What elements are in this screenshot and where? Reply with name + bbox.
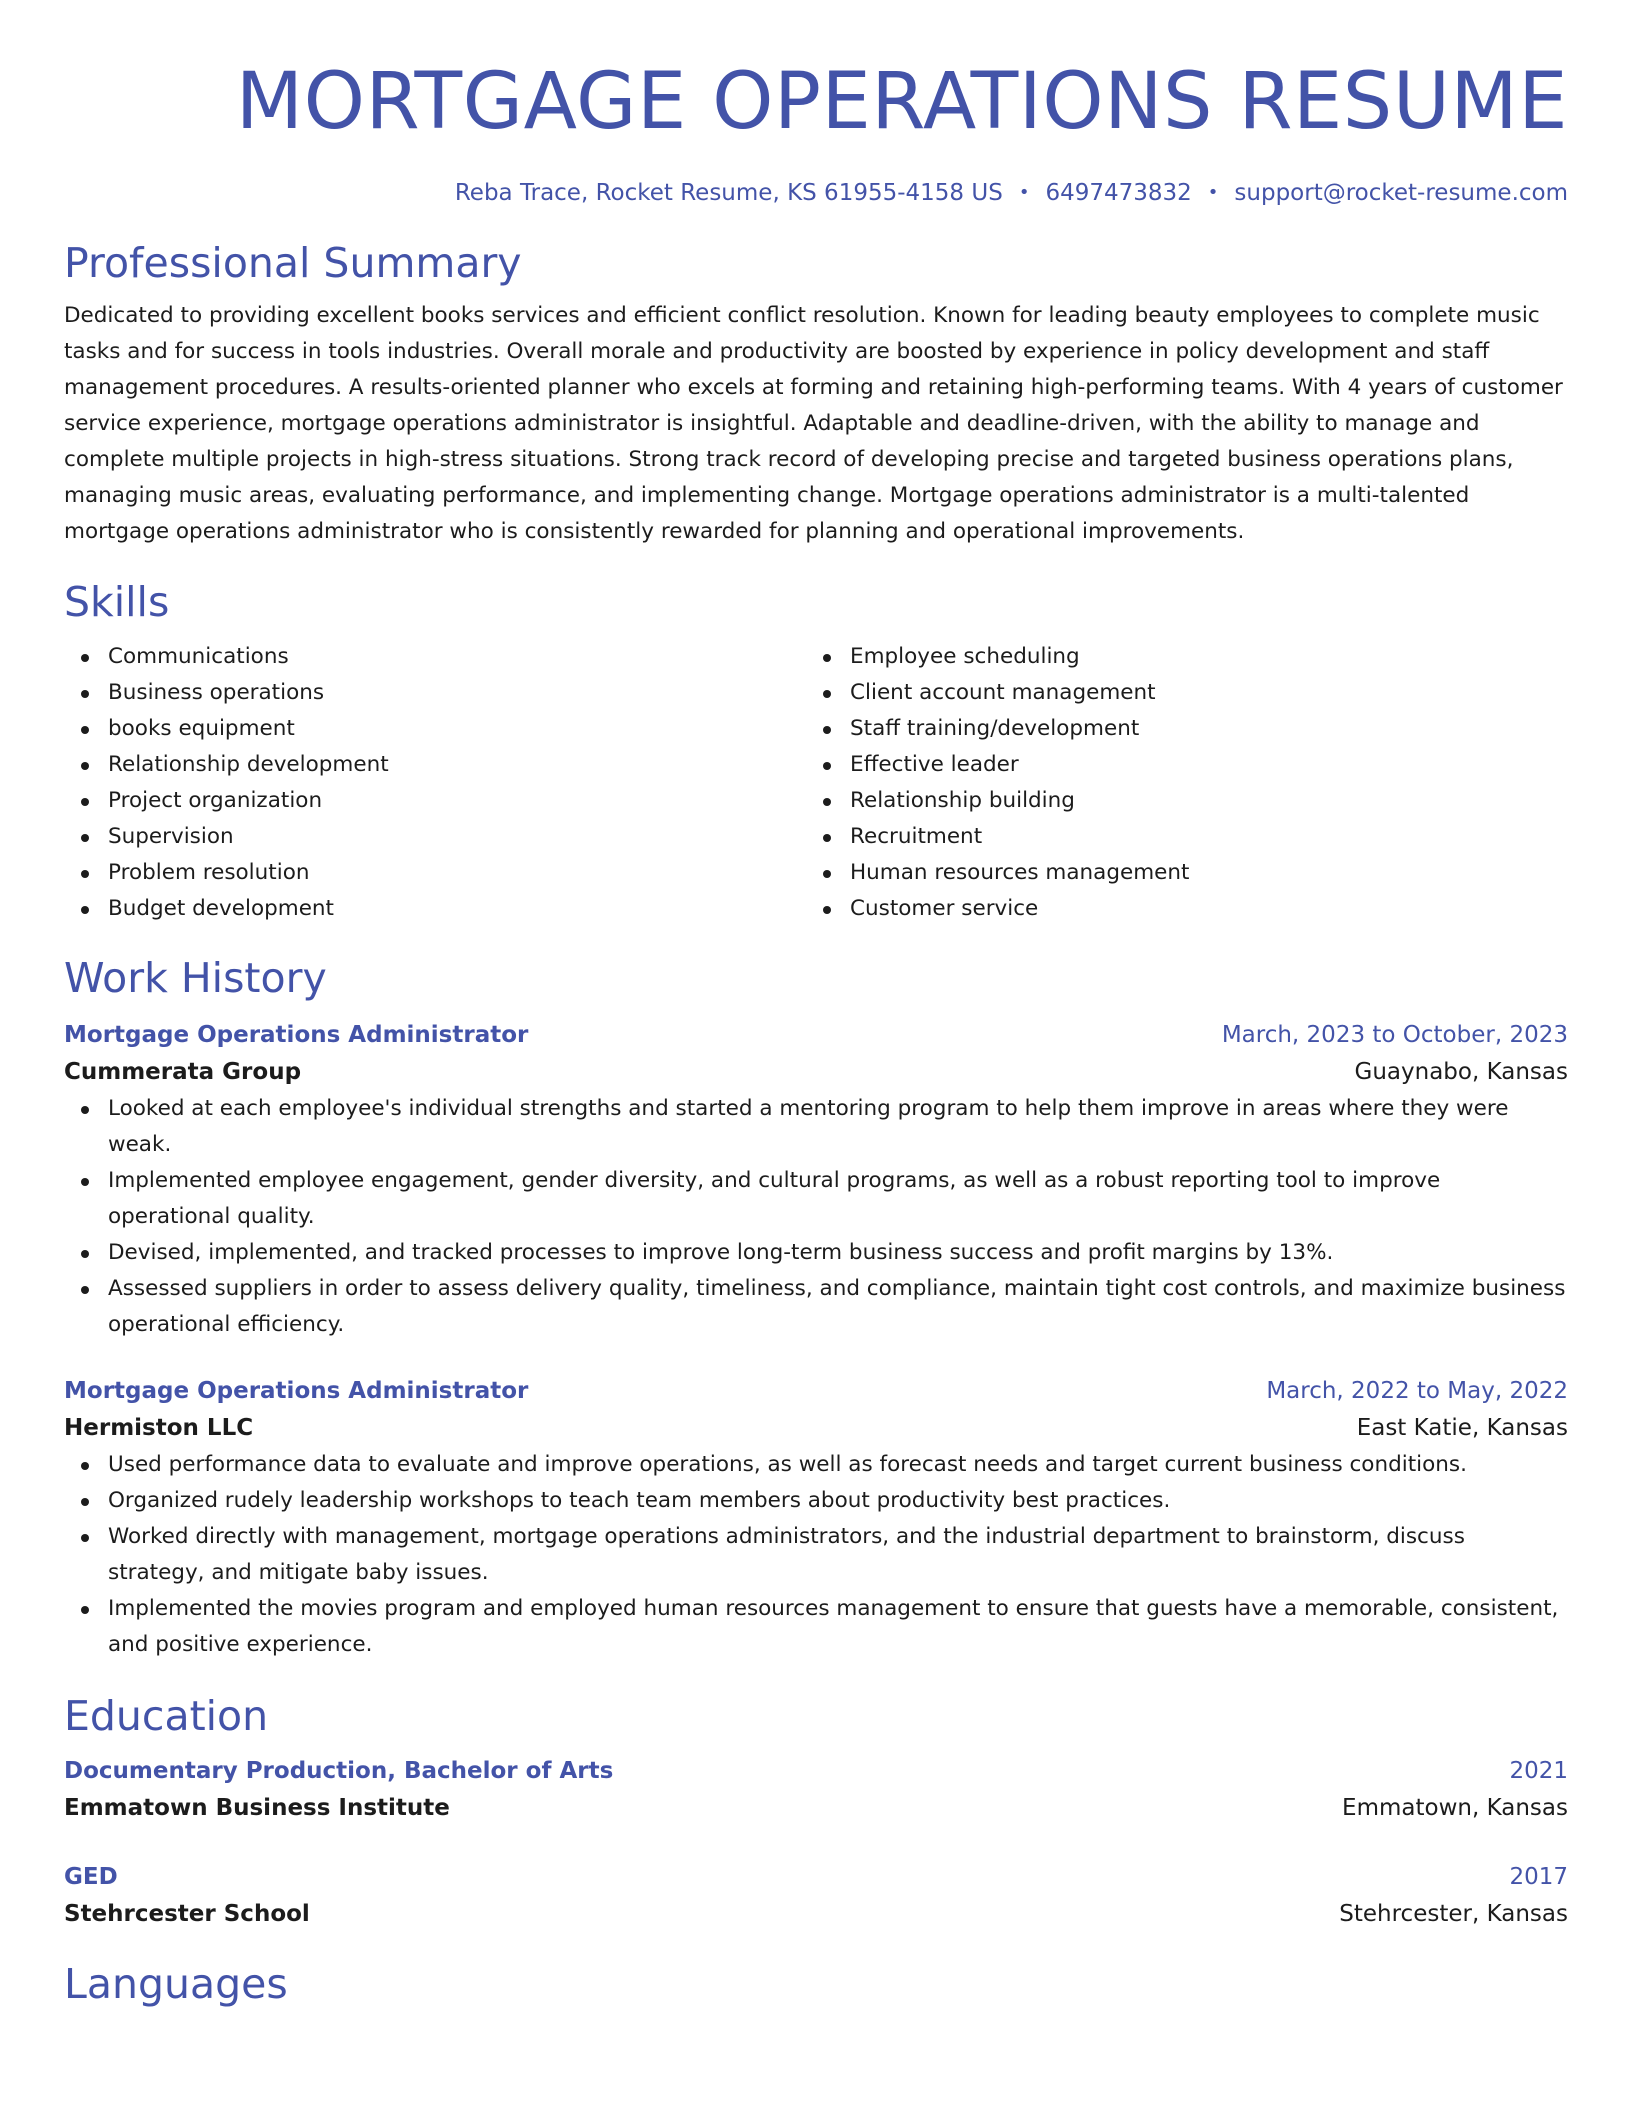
job-bullet: Implemented employee engagement, gender diversity, and cultural programs, as well as a robust reporting tool to improve operational quality.	[64, 1163, 1568, 1235]
education-location: Emmatown, Kansas	[1342, 1795, 1568, 1821]
education-school: Emmatown Business Institute	[64, 1795, 450, 1821]
education-degree-row	[64, 1859, 1568, 1895]
education-entry	[64, 1859, 1568, 1933]
job-bullet: Organized rudely leadership workshops to teach team members about productivity best practices.	[64, 1483, 1568, 1519]
skill-item: Client account management	[806, 675, 1548, 711]
skill-item: Effective leader	[806, 747, 1548, 783]
contact-separator: •	[1207, 182, 1219, 203]
skill-item: Customer service	[806, 891, 1548, 927]
job-dates: March, 2022 to May, 2022	[1266, 1378, 1568, 1404]
job-bullet: Assessed suppliers in order to assess delivery quality, timeliness, and compliance, maintain tight cost controls, and maximize business operational efficiency.	[64, 1271, 1568, 1343]
skill-item: books equipment	[64, 711, 806, 747]
summary-section	[64, 238, 1568, 550]
work-history-heading: Work History	[64, 954, 327, 1002]
education-degree: GED	[64, 1864, 118, 1890]
job-location: Guaynabo, Kansas	[1354, 1059, 1568, 1085]
job-company-row	[64, 1053, 1568, 1091]
skill-item: Communications	[64, 639, 806, 675]
job-entry	[64, 1373, 1568, 1663]
job-title-row	[64, 1373, 1568, 1409]
education-school-row	[64, 1789, 1568, 1827]
education-section	[64, 1691, 1568, 1933]
languages-section	[64, 1959, 1568, 2009]
education-school: Stehrcester School	[64, 1901, 310, 1927]
skill-item: Budget development	[64, 891, 806, 927]
education-year: 2021	[1509, 1758, 1568, 1784]
skills-left-column	[64, 639, 806, 927]
education-degree-row	[64, 1753, 1568, 1789]
work-history-section	[64, 953, 1568, 1663]
job-company: Hermiston LLC	[64, 1415, 254, 1441]
job-bullet: Looked at each employee's individual strengths and started a mentoring program to help them improve in areas where they were weak.	[64, 1091, 1568, 1163]
education-location: Stehrcester, Kansas	[1339, 1901, 1568, 1927]
resume-title: MORTGAGE OPERATIONS RESUME	[235, 57, 1568, 147]
education-degree: Documentary Production, Bachelor of Arts	[64, 1758, 614, 1784]
job-bullets	[64, 1091, 1568, 1343]
skill-item: Problem resolution	[64, 855, 806, 891]
contact-phone[interactable]: 6497473832	[1045, 180, 1192, 206]
skill-item: Business operations	[64, 675, 806, 711]
skill-item: Employee scheduling	[806, 639, 1548, 675]
job-bullet: Implemented the movies program and employed human resources management to ensure that guests have a memorable, consistent, and positive experience.	[64, 1591, 1568, 1663]
skill-item: Relationship development	[64, 747, 806, 783]
skills-right-column	[806, 639, 1548, 927]
skills-heading: Skills	[64, 578, 170, 626]
education-school-row	[64, 1895, 1568, 1933]
job-bullet: Worked directly with management, mortgage operations administrators, and the industrial department to brainstorm, discuss strategy, and mitigate baby issues.	[64, 1519, 1568, 1591]
education-heading: Education	[64, 1692, 269, 1740]
skill-item: Supervision	[64, 819, 806, 855]
job-title: Mortgage Operations Administrator	[64, 1022, 529, 1048]
job-location: East Katie, Kansas	[1356, 1415, 1568, 1441]
job-title: Mortgage Operations Administrator	[64, 1378, 529, 1404]
job-company: Cummerata Group	[64, 1059, 302, 1085]
job-bullet: Used performance data to evaluate and improve operations, as well as forecast needs and target current business conditions.	[64, 1447, 1568, 1483]
job-dates: March, 2023 to October, 2023	[1221, 1022, 1568, 1048]
skill-item: Relationship building	[806, 783, 1548, 819]
job-entry	[64, 1017, 1568, 1343]
skill-item: Project organization	[64, 783, 806, 819]
contact-email[interactable]: support@rocket-resume.com	[1234, 180, 1568, 206]
contact-line	[64, 178, 1568, 208]
job-title-row	[64, 1017, 1568, 1053]
education-year: 2017	[1509, 1864, 1568, 1890]
skills-section	[64, 577, 1568, 927]
skill-item: Human resources management	[806, 855, 1548, 891]
skill-item: Staff training/development	[806, 711, 1548, 747]
education-entry	[64, 1753, 1568, 1827]
summary-text: Dedicated to providing excellent books services and efficient conflict resolution. Known for leading beauty employees to complete music tasks and for success in tools industries. Overall morale and productivity are boosted by experience in policy development and staff management procedures. A results-oriented planner who excels at forming and retaining high-performing teams. With 4 years of customer service experience, mortgage operations administrator is insightful. Adaptable and deadline-driven, with the ability to manage and complete multiple projects in high-stress situations. Strong track record of developing precise and targeted business operations plans, managing music areas, evaluating performance, and implementing change. Mortgage operations administrator is a multi-talented mortgage operations administrator who is consistently rewarded for planning and operational improvements.	[64, 303, 1563, 544]
contact-address: Reba Trace, Rocket Resume, KS 61955-4158 US	[454, 180, 1003, 206]
job-bullet: Devised, implemented, and tracked processes to improve long-term business success and profit margins by 13%.	[64, 1235, 1568, 1271]
contact-separator: •	[1018, 182, 1030, 203]
languages-heading: Languages	[64, 1960, 288, 2008]
skill-item: Recruitment	[806, 819, 1548, 855]
job-company-row	[64, 1409, 1568, 1447]
summary-heading: Professional Summary	[64, 239, 522, 287]
job-bullets	[64, 1447, 1568, 1663]
skills-grid	[64, 639, 1568, 927]
